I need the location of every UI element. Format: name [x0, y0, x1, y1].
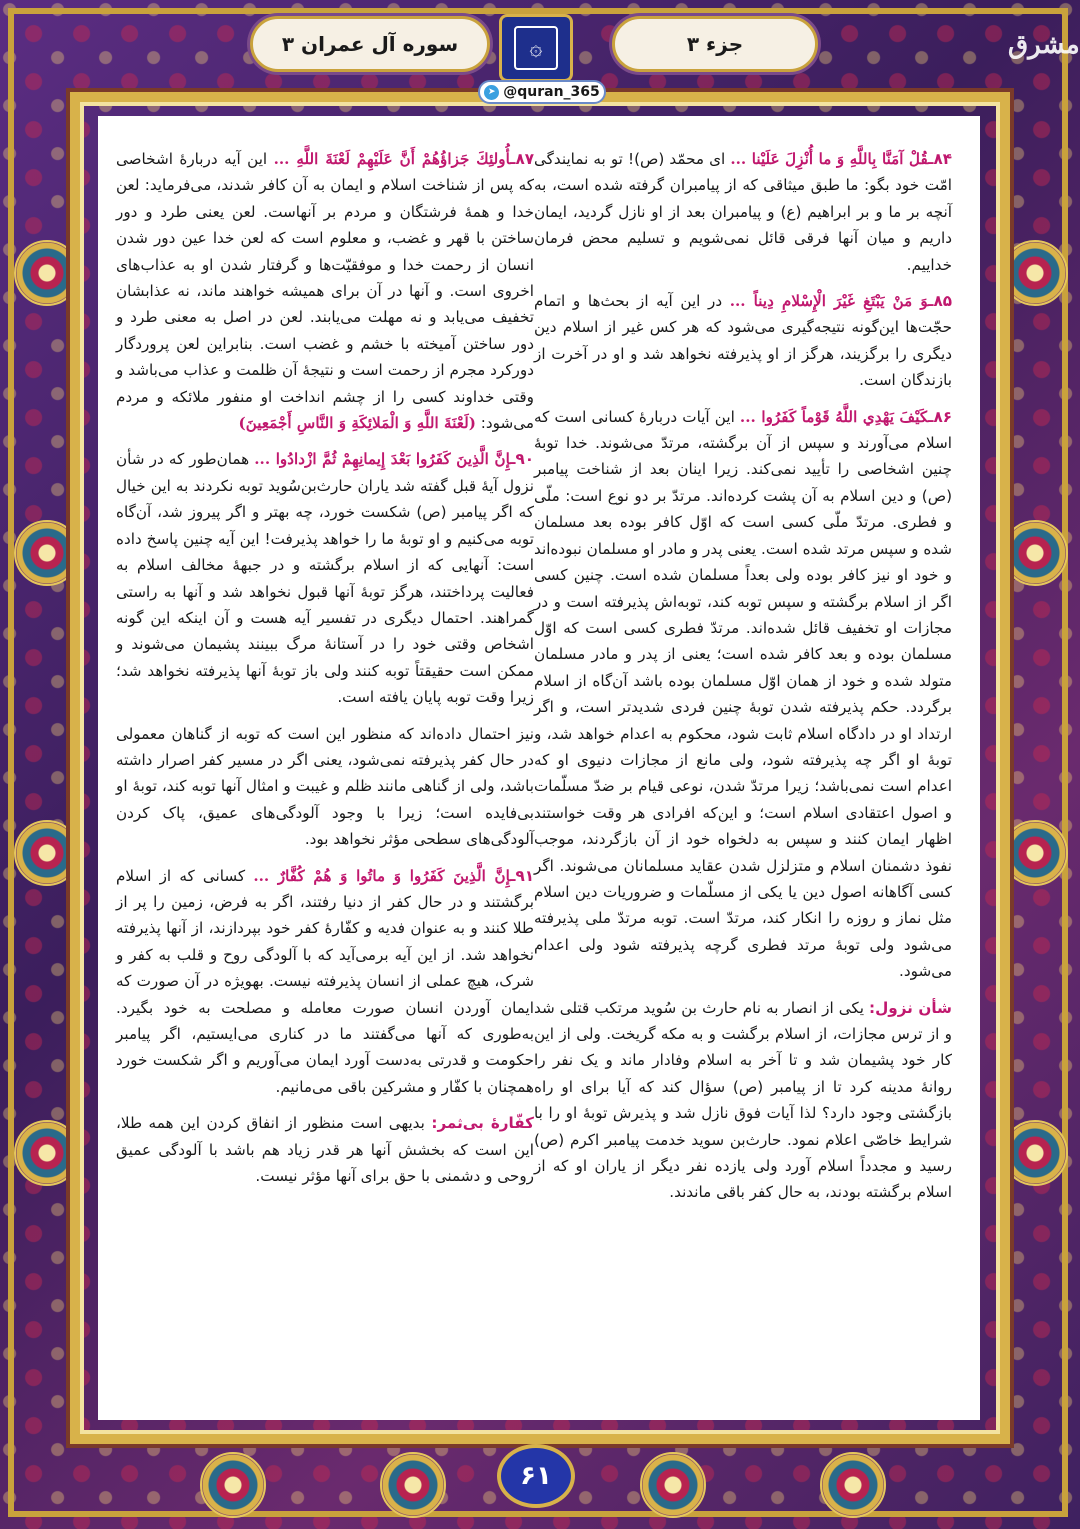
border-medallion [200, 1452, 266, 1518]
futile-atonement [116, 1110, 534, 1189]
verse-number: ۹۱ـ [510, 866, 534, 885]
commentary-text: بدیهی است منظور از انفاق کردن این همه طلا، این است که بخشش آنها هر قدر زیاد هم باشد با آلودگی عمیق روحی و دشمنی با حق برای آنها مؤثر نیست. [116, 1114, 534, 1186]
verse-number: ۸۶ـ [928, 407, 952, 426]
border-medallion [1002, 1120, 1068, 1186]
right-column [534, 146, 952, 1216]
section-label: شأن نزول: [869, 998, 952, 1017]
border-medallion [1002, 520, 1068, 586]
juz-title: جزء ۳ [612, 16, 818, 72]
border-medallion [820, 1452, 886, 1518]
verse-85-commentary [534, 288, 952, 394]
border-medallion [1002, 240, 1068, 306]
verse-arabic-quote: (لَعْنَةَ اللَّهِ وَ الْمَلائِكَةِ وَ النَّاسِ أَجْمَعِينَ) [238, 414, 476, 433]
section-label: کفّارهٔ بی‌ثمر: [431, 1114, 534, 1133]
text-panel [98, 116, 980, 1420]
border-medallion [640, 1452, 706, 1518]
commentary-text: این آیه دربارهٔ اشخاصی که پس از شناخت اسلام و ایمان به آن کافر شدند، می‌فرماید: لعن خدا و همهٔ فرشتگان و مردم بر آنهاست. لعن یعنی طرد و دور ساختن با قهر و غضب، و معلوم است که لعن خدا عین دور شدن انسان از رحمت خدا و موفقیّت‌ها و گرفتار شدن او به عذاب‌های اخروی است. و آنها در آن برای همیشه خواهند ماند، نه عذابشان تخفیف می‌یابد و نه مهلت می‌یابند. لعن در اصل به معنی طرد و دور ساختن آمیخته با خشم و غضب است. بنابراین لعن پروردگار دورکرد مجرم از رحمت است و نتیجهٔ آن ظلمت و عذاب می‌باشد و وقتی خداوند کسی را از چشم انداخت او منفور ملائکه و مردم می‌شود: [116, 150, 534, 433]
commentary-text: کسانی که از اسلام برگشتند و در حال کفر از دنیا رفتند، اگر به فرض، زمین را پر از طلا کنند و به عنوان فدیه و کفّارهٔ کفر خود بپردازند، از آنها پذیرفته نخواهد شد. از این آیه برمی‌آید که با آلودگی روح و قلب به کفر و شرک، هیچ عملی از انسان پذیرفته نیست. بهویژه در آن صورت که ایمان آوردن انسان صورت معامله و مصلحت به خود بگیرد. به‌طوری که آنها می‌گفتند ما در کناری می‌ایستیم، اگر پیامبر حکومت و قدرتی به‌دست آورد ایمان می‌آوریم و اگر شکست خورد همچنان با کفّار و مشرکین باقی می‌مانیم. [116, 866, 534, 1096]
verse-arabic: وَ مَنْ يَبْتَغِ غَيْرَ الْإِسْلامِ دِيناً ... [729, 292, 929, 311]
telegram-icon: ➤ [484, 85, 499, 100]
verse-number: ۸۴ـ [928, 150, 952, 168]
verse-arabic: إِنَّ الَّذِينَ كَفَرُوا بَعْدَ إِيمانِهِمْ ثُمَّ ازْدادُوا ... [254, 450, 511, 469]
commentary-text: یکی از انصار به نام حارث بن سُوید مرتکب قتلی شد و از ترس مجازات، از اسلام برگشت و به مکه گریخت. ولی از این کار خود پشیمان شد و تا آخر به اسلام وفادار ماند و یک نفر را روانهٔ مدینه کرد تا از پیامبر (ص) سؤال کند که آیا برای او راه بازگشتی وجود دارد؟ لذا آیات فوق نازل شد و پذیرش توبهٔ او را با شرایط خاصّی اعلام نمود. حارث‌بن سوید خدمت پیامبر اکرم (ص) رسید و مجدداً اسلام آورد ولی یازده نفر دیگر از یاران او که از اسلام برگشته بودند، به حال کفر باقی ماندند. [534, 998, 952, 1202]
commentary-text: این آیات دربارهٔ کسانی است که اسلام می‌آورند و سپس از آن برگشته، مرتدّ می‌شوند. خدا توبهٔ چنین اشخاصی را تأیید نمی‌کند. زیرا اینان بعد از شناخت پیامبر (ص) و دین اسلام به آن پشت کرده‌اند. مرتدّ بر دو نوع است: ملّی و فطری. مرتدّ ملّی کسی است که اوّل کافر بوده بعد مسلمان شده و سپس مرتد شده است. یعنی پدر و مادر او مسلمان نبوده‌اند و خود او نیز کافر بوده ولی بعداً مسلمان شده است. چنین کسی اگر از اسلام برگشته و سپس توبه کند، توبه‌اش پذیرفته است و در مجازات او تخفیف قائل شده‌اند. مرتدّ فطری کسی است که اوّل مسلمان بوده و بعد کافر شده است؛ یعنی از پدر و مادر مسلمان متولد شده و خود از همان اوّل مسلمان بوده باشد آن‌گاه از اسلام برگردد. حکم پذیرفته شدن توبهٔ چنین فردی شدیدتر است، و اگر ارتداد او در دادگاه اسلام ثابت شود، محکوم به اعدام خواهد شد، و توبهٔ او اگر چه پذیرفته شود، ولی مانع از مجازات دنیوی او که اعدام است نمی‌باشد؛ زیرا مرتدّ شدن، نوعی قیام بر ضدّ مسلّمات و اصول اعتقادی اسلام است؛ و این‌که افرادی هر وقت خواستند اظهار ایمان کنند و سپس به دلخواه خود از آن بازگردند، موجب نفوذ دشمنان اسلام و متزلزل شدن عقاید مسلمانان می‌شوند. اگر کسی آگاهانه اصول دین یا یکی از مسلّمات و ضروریات دین اسلام مثل نماز و روزه را انکار کند، مرتدّ است. توبه مرتدّ ملی پذیرفته می‌شود ولی توبهٔ مرتد فطری گرچه پذیرفته شود ولی اعدام می‌شود. [534, 407, 952, 981]
verse-arabic: قُلْ آمَنَّا بِاللَّهِ وَ ما أُنْزِلَ عَلَيْنا ... [730, 150, 929, 168]
verse-84-commentary [534, 146, 952, 278]
channel-handle: @quran_365 [503, 84, 600, 100]
occasion-of-revelation [534, 995, 952, 1206]
verse-arabic: إِنَّ الَّذِينَ كَفَرُوا وَ ماتُوا وَ هُمْ كُفَّارٌ ... [253, 866, 511, 885]
surah-title: سوره آل عمران ۳ [250, 16, 490, 72]
verse-number: ۸۷ـ [510, 150, 534, 168]
commentary-text: همان‌طور که در شأن نزول آیهٔ قبل گفته شد یاران حارث‌بن‌سُوید توبه نکردند به این خیال که اگر پیامبر (ص) شکست خورد، چه بهتر و اگر پیروز شد، آن‌گاه توبه می‌کنیم و او توبهٔ ما را خواهد پذیرفت! این آیه چنین پاسخ داده است: آنهایی که از اسلام برگشته و در جبههٔ مخالف اسلام به فعالیت پرداختند، هرگز توبهٔ آنها قبول نخواهد شد و آنها به راستی گمراهند. احتمال دیگری در تفسیر آیه هست و آن اینکه این گونه اشخاص وقتی خود را در آستانهٔ مرگ ببینند پشیمان می‌شوند و ممکن است حقیقتاً توبه کنند ولی باز توبهٔ آنها پذیرفته نخواهد شد؛ زیرا وقت توبه پایان یافته است. [116, 450, 534, 707]
border-medallion [1002, 820, 1068, 886]
verse-86-commentary [534, 404, 952, 985]
channel-badge[interactable] [478, 80, 606, 104]
border-medallion [380, 1452, 446, 1518]
page-number: ۶۱ [497, 1444, 575, 1508]
verse-number: ۸۵ـ [928, 292, 952, 311]
left-column [116, 146, 534, 1199]
verse-number: ۹۰ـ [510, 450, 534, 469]
commentary-text: ای محمّد (ص)! تو به نمایندگی امّت خود بگو: ما طبق میثاقی که از پیامبران گرفته شده است، به آنچه بر ما و بر ابراهیم (ع) و پیامبران بعد از او نازل گردید، ایمان داریم و میان آنها فرقی قائل نمی‌شویم و تسلیم محض فرمان خداییم. [534, 150, 952, 274]
verse-87-commentary [116, 146, 534, 436]
commentary-text: در این آیه از بحث‌ها و اتمام حجّت‌ها این‌گونه نتیجه‌گیری می‌شود که هر کس غیر از اسلام دین دیگری را برگزیند، هرگز از او پذیرفته نخواهد شد و او در آخرت از بازندگان است. [534, 292, 952, 390]
verse-90-commentary [116, 446, 534, 710]
site-logo: مشرق [1008, 30, 1080, 60]
verse-arabic: أُولئِكَ جَزاؤُهُمْ أَنَّ عَلَيْهِمْ لَعْنَةَ اللَّهِ ... [273, 150, 511, 168]
verse-arabic: كَيْفَ يَهْدِي اللَّهُ قَوْماً كَفَرُوا ... [739, 407, 929, 426]
verse-90-note: نیز احتمال داده‌اند که منظور این است که توبه از گناهان معمولی در حال کفر پذیرفته نمی‌شود، یعنی اگر در مسیر کفر اصرار داشته باشد، ولی از گناهی مانند ظلم و غیبت و امثال آنها توبه کند، توبهٔ او بی‌فایده است؛ زیرا با وجود آلودگی‌های عمیق، پاک کردن آلودگی‌های سطحی مؤثر نخواهد بود. [116, 724, 534, 849]
verse-91-commentary [116, 863, 534, 1101]
quran-emblem-icon: ۞ [499, 14, 573, 82]
